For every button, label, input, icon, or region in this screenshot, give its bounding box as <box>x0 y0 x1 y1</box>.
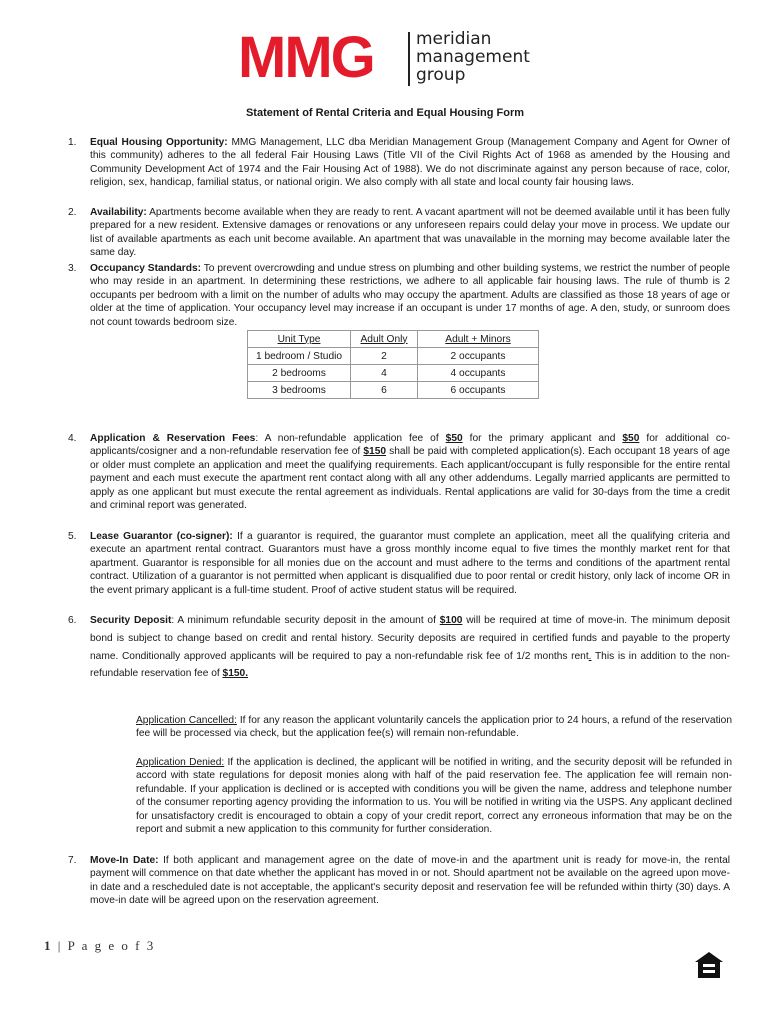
logo-mark: MMG <box>238 25 374 90</box>
table-header: Unit Type <box>248 331 351 348</box>
table-cell: 4 occupants <box>418 365 539 382</box>
section-number: 1. <box>68 137 77 148</box>
table-header-row <box>248 331 539 348</box>
table-row <box>248 382 539 399</box>
subsection-text: If the application is declined, the applicant will be notified in writing, and the security deposit will be refunded in accord with state regulations for deposit monies along with half of the paid reservation fee. The application fee will remain non-refundable. If your application is declined or is accepted with conditions you will be given the name, address and telephone number of the consumer reporting agency providing the information to us. You will be notified in writing via the USPS. Any applicant declined for unsatisfactory credit is encouraged to obtain a copy of your credit report, correct any erroneous information that may be on the report and submit a new application to this community for further consideration. <box>136 757 732 836</box>
section-text: Apartments become available when they are ready to rent. A vacant apartment will not be deemed available until it has been fully prepared for a new resident. Extensive damages or renovations or any unforeseen repairs could delay your move in process. We update our list of available apartments as each unit become available. An apartment that was unavailable in the morning may become available later the same day. <box>90 207 730 259</box>
section-fees <box>60 432 730 512</box>
section-heading: Security Deposit <box>90 615 172 626</box>
table-cell: 6 occupants <box>418 382 539 399</box>
subheading: Application Cancelled: <box>136 715 237 726</box>
subsection-text: If for any reason the applicant voluntarily cancels the application prior to 24 hours, a refund of the reservation fee will be processed via check, but the application fee(s) will remain non-refundable. <box>136 715 732 740</box>
logo-line-3: group <box>416 65 466 85</box>
logo-line-2: management <box>416 47 530 67</box>
section-text: If a guarantor is required, the guarantor must complete an application, meet all the qualifying criteria and execute an apartment rental contract. Guarantors must have a gross monthly income equal to five times the monthly market rent for that apartment. Guarantor is responsible for all monies due on the account and must adhere to the terms and conditions of the apartment rental contract. Utilization of a guarantor is not permitted when applicant is disqualified due to poor rental or credit history, only lack of income OR in the event primary applicant is a full-time student. Proof of active student status will be required. <box>90 531 730 596</box>
section-text: To prevent overcrowding and undue stress on plumbing and other building systems, we restrict the number of people who may reside in an apartment. In determining these restrictions, we adhere to all applicable fair housing laws. The rule of thumb is 2 occupants per bedroom with a limit on the number of adults who may occupy the apartment. Adults are classified as those 18 years of age or older at the time of application. Your occupancy level may increase if an occupant is under 17 months of age. A den, study, or sunroom does not count towards bedroom size. <box>90 263 730 328</box>
equal-housing-icon <box>694 951 724 979</box>
section-heading: Move-In Date: <box>90 855 159 866</box>
table-cell: 6 <box>351 382 418 399</box>
table-cell: 2 <box>351 348 418 365</box>
fee-amount: $50 <box>445 433 463 444</box>
fee-amount: $150. <box>222 668 249 680</box>
table-cell: 4 <box>351 365 418 382</box>
section-text: for the primary applicant and <box>462 433 623 444</box>
section-text: MMG Management, LLC dba Meridian Management Group (Management Company and Agent for Owner of this community) adheres to the all federal Fair Housing Laws (Title VII of the Civil Rights Act of 1968 as amended by the Housing and Community Development Act of 1974 and the Fair Housing Act of 1988). We do not discriminate against any person because of race, color, religion, sex, handicap, familial status, or national origin. We also comply with all state and local county fair housing laws. <box>90 137 730 189</box>
section-guarantor <box>60 530 730 597</box>
section-availability <box>60 206 730 260</box>
section-heading: Application & Reservation Fees <box>90 433 256 444</box>
period: . <box>588 650 592 662</box>
page-footer <box>44 938 155 954</box>
application-cancelled <box>136 714 732 741</box>
section-security-deposit <box>60 612 730 683</box>
table-cell: 2 bedrooms <box>248 365 351 382</box>
fee-amount: $150 <box>363 446 387 458</box>
logo-wordmark <box>416 30 530 84</box>
section-number: 6. <box>68 615 77 626</box>
section-text: This is in addition to the non-refundable reservation fee of <box>90 650 730 680</box>
table-header: Adult Only <box>351 331 418 348</box>
page-number: 1 <box>44 938 53 953</box>
table-cell: 3 bedrooms <box>248 382 351 399</box>
section-number: 2. <box>68 207 77 218</box>
footer-separator: | <box>52 938 68 953</box>
subheading: Application Denied: <box>136 757 225 768</box>
section-heading: Equal Housing Opportunity: <box>90 137 228 148</box>
logo-line-1: meridian <box>416 29 492 49</box>
section-number: 4. <box>68 433 77 444</box>
section-equal-housing <box>60 136 730 190</box>
section-move-in <box>60 854 730 908</box>
table-cell: 1 bedroom / Studio <box>248 348 351 365</box>
section-text: shall be paid with completed application(s). Each occupant 18 years of age or older must complete an application and meet the qualifying requirements. Each applicant/occupant is fully responsible for the entire rental payment and each must execute the apartment rent contact along with all any other addendums. Legally married applicants are permitted to apply as one applicant but must execute the rental agreement as individuals. Rental applications are valid for 30-days from the time a credit and criminal report was generated. <box>90 446 730 512</box>
section-text: : A non-refundable application fee of <box>255 433 446 444</box>
table-row <box>248 365 539 382</box>
section-number: 5. <box>68 531 77 542</box>
section-occupancy <box>60 262 730 329</box>
deposit-amount: $100 <box>439 615 463 626</box>
section-text: If both applicant and management agree on the date of move-in and the apartment unit is ready for move-in, the rental payment will commence on that date whether the applicant has moved in or not. Should apartment not be available on the agreed upon move-in date and a rescheduled date is not acceptable, the applicant's security deposit and reservation fee will be refunded within thirty (30) days. A move-in date will be agreed upon on the reservation agreement. <box>90 855 731 907</box>
company-logo <box>238 25 538 90</box>
section-text: will be required at time of move-in. The minimum deposit bond is subject to change based on credit and rental history. Security deposits are required in certified funds and payable to the property name. Conditionally approved applicants will be required to pay a non-refundable risk fee of 1/2 months rent <box>90 615 730 662</box>
section-number: 3. <box>68 263 77 274</box>
application-denied <box>136 756 732 836</box>
section-text: : A minimum refundable security deposit in the amount of <box>171 615 440 626</box>
occupancy-table <box>247 330 539 399</box>
table-header: Adult + Minors <box>418 331 539 348</box>
section-heading: Availability: <box>90 207 147 218</box>
logo-divider <box>408 32 410 86</box>
section-heading: Lease Guarantor (co-signer): <box>90 531 233 542</box>
section-number: 7. <box>68 855 77 866</box>
fee-amount: $50 <box>622 433 640 444</box>
document-title: Statement of Rental Criteria and Equal Housing Form <box>245 107 525 119</box>
table-cell: 2 occupants <box>418 348 539 365</box>
section-heading: Occupancy Standards: <box>90 263 202 274</box>
page-label: P a g e o f 3 <box>67 938 156 953</box>
section-text: for additional co-applicants/cosigner and a non-refundable reservation fee of <box>90 433 730 458</box>
table-row <box>248 348 539 365</box>
